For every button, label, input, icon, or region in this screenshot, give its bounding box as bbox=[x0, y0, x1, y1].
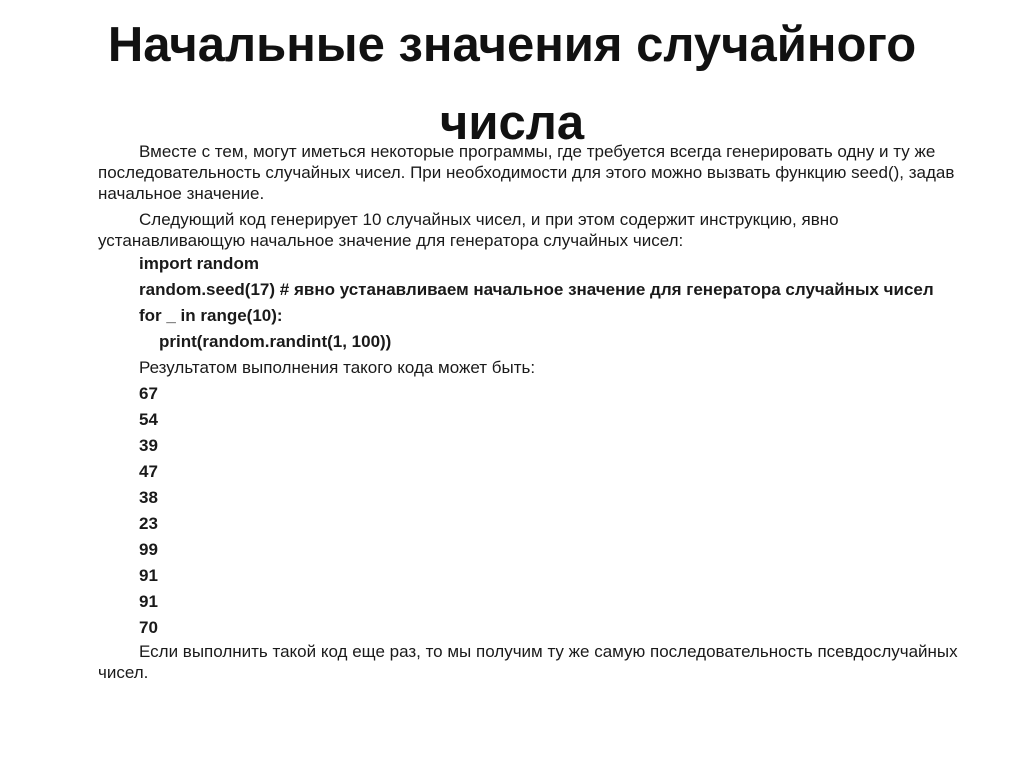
code-line-seed: random.seed(17) # явно устанавливаем начальное значение для генератора случайных чисел bbox=[139, 280, 934, 299]
conclusion-paragraph: Если выполнить такой код еще раз, то мы получим ту же самую последовательность псевдослучайных чисел. bbox=[98, 642, 958, 682]
output-number: 39 bbox=[139, 436, 158, 455]
output-number: 70 bbox=[139, 618, 158, 637]
output-number: 91 bbox=[139, 566, 158, 585]
output-list bbox=[98, 381, 958, 641]
intro-paragraph: Вместе с тем, могут иметься некоторые программы, где требуется всегда генерировать одну и ту же последовательность случайных чисел. При необходимости для этого можно вызвать функцию seed(), задав начальное значение. bbox=[98, 142, 955, 203]
output-number: 99 bbox=[139, 540, 158, 559]
code-intro-paragraph: Следующий код генерирует 10 случайных чисел, и при этом содержит инструкцию, явно устанавливающую начальное значение для генератора случайных чисел: bbox=[98, 210, 839, 250]
output-number: 47 bbox=[139, 462, 158, 481]
output-number: 67 bbox=[139, 384, 158, 403]
output-number: 54 bbox=[139, 410, 158, 429]
result-intro-paragraph: Результатом выполнения такого кода может быть: bbox=[139, 358, 536, 377]
output-number: 91 bbox=[139, 592, 158, 611]
code-line-import: import random bbox=[139, 254, 259, 273]
slide-body bbox=[98, 141, 958, 683]
output-number: 38 bbox=[139, 488, 158, 507]
code-line-for: for _ in range(10): bbox=[139, 306, 283, 325]
output-number: 23 bbox=[139, 514, 158, 533]
code-line-print: print(random.randint(1, 100)) bbox=[159, 332, 392, 351]
slide-title: Начальные значения случайного числа bbox=[107, 18, 917, 150]
